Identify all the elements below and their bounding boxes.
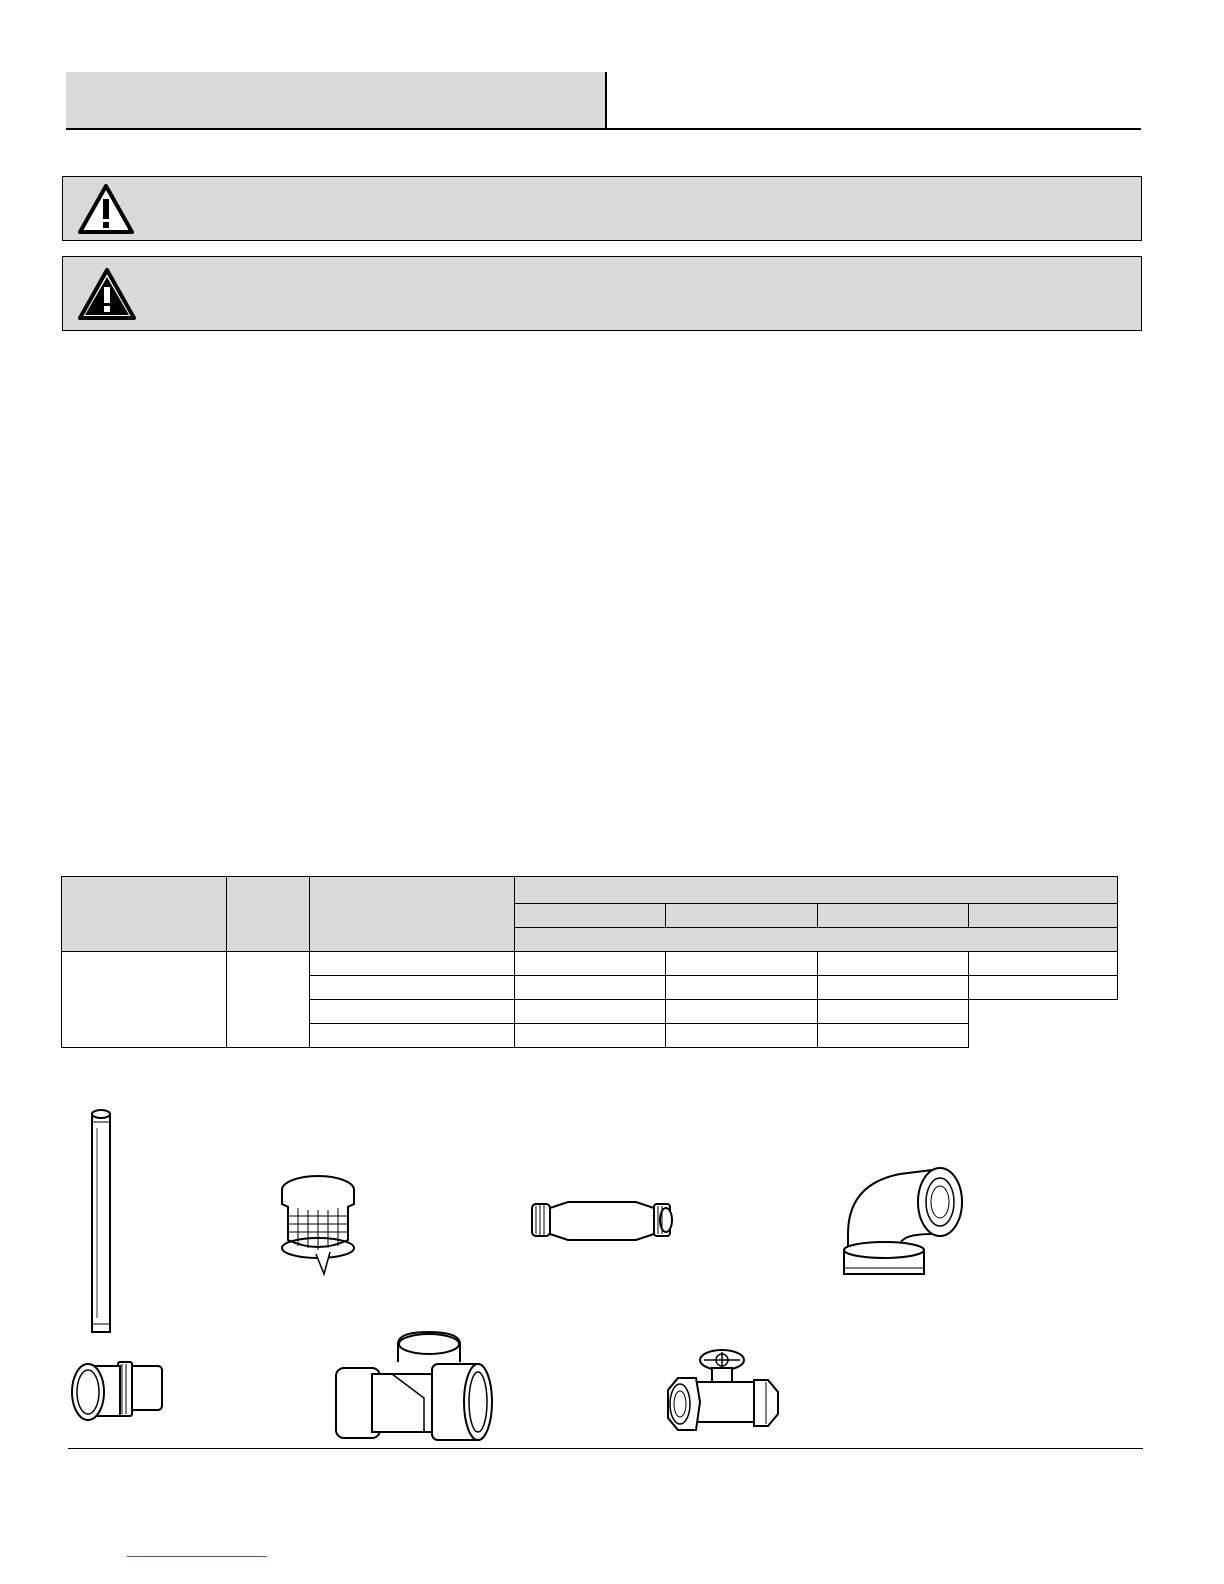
table-cell	[818, 976, 969, 1000]
footer-link-underline[interactable]	[127, 1556, 267, 1557]
header-rule	[66, 128, 1141, 130]
table-cell	[666, 952, 818, 976]
sub-header-2	[666, 904, 818, 928]
table-cell	[666, 1000, 818, 1024]
tee-fitting-icon	[332, 1328, 496, 1446]
pipe-adapter-icon	[68, 1358, 168, 1428]
unit-row	[515, 928, 1118, 952]
sub-header-1	[515, 904, 666, 928]
table-cell	[666, 976, 818, 1000]
header-divider-vertical	[605, 72, 607, 129]
table-cell	[310, 1024, 515, 1048]
sub-header-3	[818, 904, 969, 928]
table-cell	[227, 952, 310, 1048]
warning-triangle-icon	[77, 183, 135, 235]
table-cell	[515, 1024, 666, 1048]
col-header-2	[227, 877, 310, 952]
pipe-icon	[86, 1108, 116, 1338]
table-cell	[515, 1000, 666, 1024]
table-cell	[310, 1000, 515, 1024]
col-header-4	[515, 877, 1118, 904]
warning-triangle-icon	[77, 267, 137, 321]
table-cell	[969, 952, 1118, 976]
table-cell	[310, 952, 515, 976]
table-row	[62, 952, 1118, 976]
elbow-fitting-icon	[840, 1164, 970, 1282]
table-cell	[515, 952, 666, 976]
sub-header-4	[969, 904, 1118, 928]
table-cell	[969, 976, 1118, 1000]
warning-box-1	[62, 176, 1142, 241]
footer-rule	[68, 1448, 1143, 1449]
warning-box-2	[62, 256, 1142, 331]
gate-valve-icon	[664, 1346, 784, 1436]
col-header-1	[62, 877, 227, 952]
table-cell	[310, 976, 515, 1000]
table-cell	[818, 952, 969, 976]
check-valve-icon	[528, 1196, 678, 1246]
table-cell	[515, 976, 666, 1000]
table-cell	[818, 1000, 969, 1024]
table-cell	[818, 1024, 969, 1048]
table-cell	[666, 1024, 818, 1048]
strainer-icon	[276, 1170, 366, 1280]
section-title-bar	[66, 72, 606, 129]
table-cell	[62, 952, 227, 1048]
spec-table	[61, 876, 1118, 1048]
col-header-3	[310, 877, 515, 952]
